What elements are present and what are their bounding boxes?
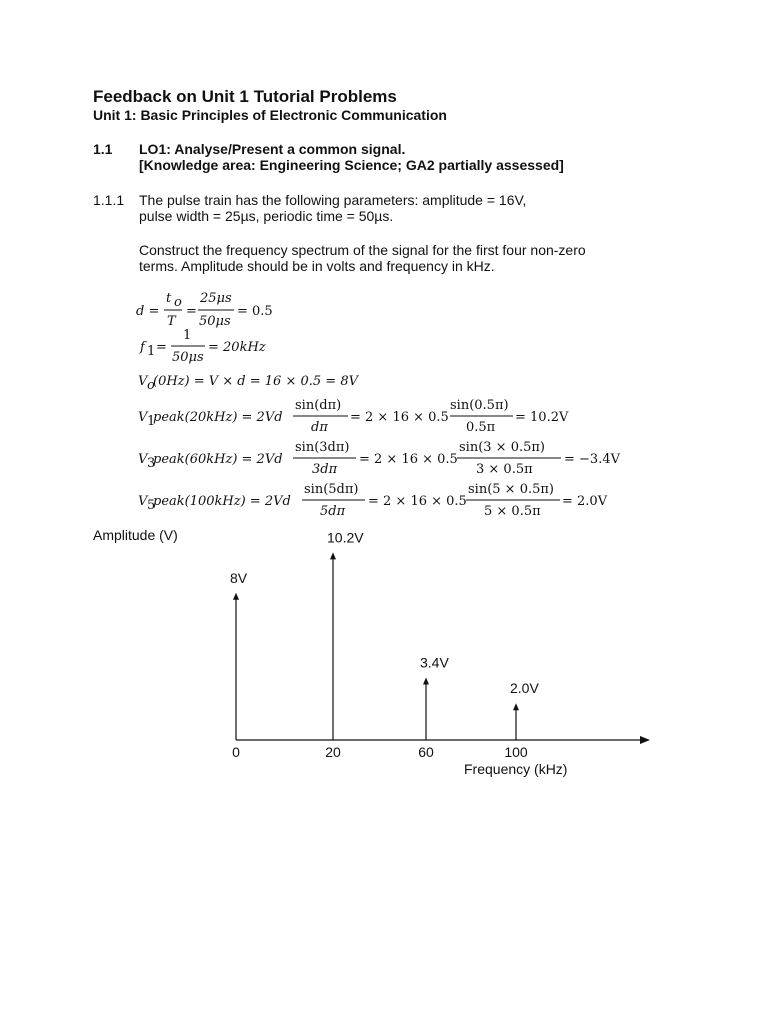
svg-text:sin(3dπ): sin(3dπ): [295, 440, 350, 455]
problem-number: 1.1.1: [93, 192, 125, 208]
svg-text:= 2.0V: = 2.0V: [562, 494, 608, 509]
page-subtitle: Unit 1: Basic Principles of Electronic Communication: [93, 107, 447, 123]
spectral-arrow-60: [423, 677, 429, 684]
x-tick-label-60: 60: [418, 744, 434, 760]
svg-text:1: 1: [183, 328, 192, 343]
svg-text:= 10.2V: = 10.2V: [515, 410, 569, 425]
svg-text:= 2 × 16 × 0.5: = 2 × 16 × 0.5: [359, 452, 458, 467]
svg-text:f: f: [140, 340, 145, 355]
svg-text:V: V: [138, 374, 148, 389]
x-axis-arrow: [640, 736, 650, 744]
spectral-arrow-100: [513, 703, 519, 710]
data-label-0: 8V: [230, 569, 248, 586]
svg-text:= 20kHz: = 20kHz: [208, 340, 266, 355]
svg-text:= −3.4V: = −3.4V: [564, 452, 620, 467]
svg-text:50μs: 50μs: [199, 314, 231, 329]
svg-text:1: 1: [147, 414, 156, 429]
svg-text:t: t: [166, 291, 172, 306]
svg-text:sin(5dπ): sin(5dπ): [304, 482, 359, 497]
svg-text:(0Hz) = V × d = 16 × 0.5 = 8V: (0Hz) = V × d = 16 × 0.5 = 8V: [153, 374, 358, 389]
problem-line-2: pulse width = 25µs, periodic time = 50µs.: [139, 208, 394, 224]
svg-text:V: V: [138, 410, 148, 425]
svg-text:3dπ: 3dπ: [312, 462, 338, 477]
svg-text:peak(100kHz) = 2Vd: peak(100kHz) = 2Vd: [153, 494, 291, 509]
svg-text:1: 1: [147, 344, 156, 359]
svg-text:= 2 × 16 × 0.5: = 2 × 16 × 0.5: [368, 494, 467, 509]
section-number: 1.1: [93, 141, 113, 157]
task-line-1: Construct the frequency spectrum of the signal for the first four non-zero: [139, 242, 586, 258]
svg-text:T: T: [167, 314, 176, 329]
svg-text:3 × 0.5π: 3 × 0.5π: [476, 462, 533, 477]
svg-text:0.5π: 0.5π: [466, 420, 496, 435]
problem-line-1: The pulse train has the following parameters: amplitude = 16V,: [139, 192, 527, 208]
svg-text:V: V: [138, 452, 148, 467]
svg-text:=: =: [156, 340, 167, 355]
chart-y-label: Amplitude (V): [93, 527, 178, 543]
svg-text:sin(3 × 0.5π): sin(3 × 0.5π): [459, 440, 545, 455]
svg-text:=: =: [186, 304, 197, 319]
svg-text:peak(60kHz) = 2Vd: peak(60kHz) = 2Vd: [153, 452, 283, 467]
svg-text:dπ: dπ: [311, 420, 328, 435]
svg-text:peak(20kHz) = 2Vd: peak(20kHz) = 2Vd: [153, 410, 283, 425]
data-label-100: 2.0V: [510, 680, 539, 697]
page-title: Feedback on Unit 1 Tutorial Problems: [93, 87, 397, 106]
equation-dc-component: [138, 374, 360, 393]
data-label-20: 10.2V: [327, 529, 364, 546]
equation-duty-cycle: [136, 291, 273, 329]
x-tick-label-0: 0: [232, 744, 240, 760]
equation-v1-peak: [138, 398, 569, 435]
svg-text:o: o: [174, 295, 182, 310]
svg-text:5: 5: [147, 498, 156, 513]
svg-text:sin(5 × 0.5π): sin(5 × 0.5π): [468, 482, 554, 497]
equation-fundamental-frequency: [139, 328, 266, 365]
svg-text:5 × 0.5π: 5 × 0.5π: [484, 504, 541, 519]
svg-text:3: 3: [147, 456, 156, 471]
section-heading: LO1: Analyse/Present a common signal.: [139, 141, 406, 157]
section-knowledge-area: [Knowledge area: Engineering Science; GA2 partially assessed]: [139, 157, 564, 173]
svg-text:5dπ: 5dπ: [320, 504, 346, 519]
task-line-2: terms. Amplitude should be in volts and frequency in kHz.: [139, 258, 495, 274]
x-tick-label-20: 20: [325, 744, 341, 760]
svg-text:= 2 × 16 × 0.5: = 2 × 16 × 0.5: [350, 410, 449, 425]
equation-v3-peak: [138, 440, 621, 477]
svg-text:V: V: [138, 494, 148, 509]
svg-text:o: o: [147, 378, 155, 393]
svg-text:sin(0.5π): sin(0.5π): [450, 398, 509, 413]
spectral-arrow-20: [330, 552, 336, 559]
x-tick-label-100: 100: [504, 744, 528, 760]
chart-x-label: Frequency (kHz): [464, 761, 568, 777]
svg-text:50μs: 50μs: [172, 350, 204, 365]
spectral-arrow-0: [233, 593, 239, 600]
equations-block: [0, 280, 768, 530]
svg-text:= 0.5: = 0.5: [237, 304, 273, 319]
svg-text:25μs: 25μs: [200, 291, 232, 306]
svg-text:d =: d =: [136, 304, 160, 319]
equation-v5-peak: [138, 482, 608, 519]
data-label-60: 3.4V: [420, 654, 449, 671]
svg-text:sin(dπ): sin(dπ): [295, 398, 342, 413]
